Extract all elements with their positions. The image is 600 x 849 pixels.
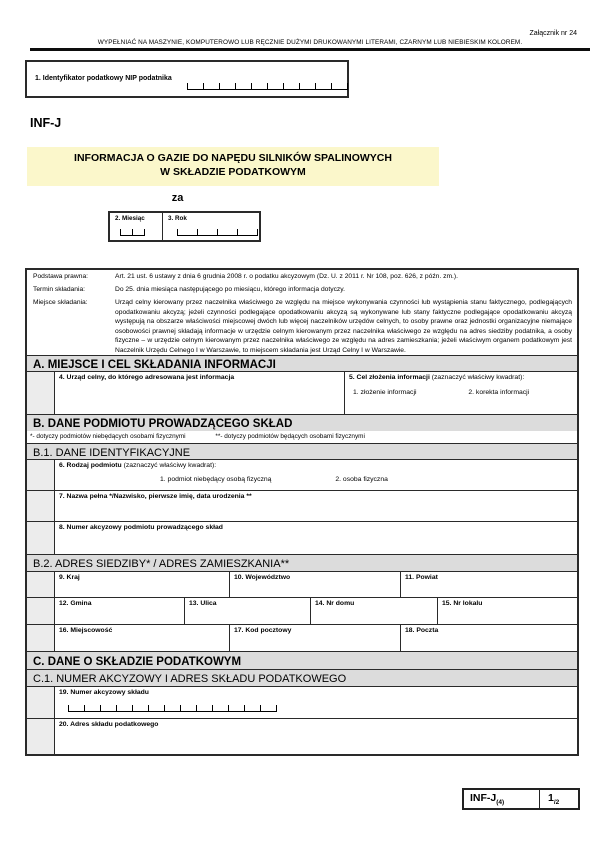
nip-comb-input[interactable]	[187, 83, 348, 90]
field-15-label: 15. Nr lokalu	[442, 600, 483, 607]
field-14-house-number[interactable]	[311, 598, 438, 624]
footer-page-total: /2	[553, 799, 560, 807]
field-16-label: 16. Miejscowość	[59, 627, 113, 634]
field-10-voivodeship[interactable]	[230, 572, 401, 597]
footer-form-code	[464, 790, 540, 808]
month-field[interactable]	[110, 213, 163, 240]
field-10-label: 10. Województwo	[234, 574, 291, 581]
period-box	[108, 211, 261, 242]
year-comb-input[interactable]	[177, 229, 258, 236]
field-17-label: 17. Kod pocztowy	[234, 627, 292, 634]
field-7-label: 7. Nazwa pełna */Nazwisko, pierwsze imię, data urodzenia **	[59, 493, 252, 500]
section-c1-header: C.1. NUMER AKCYZOWY I ADRES SKŁADU PODATKOWEGO	[27, 669, 577, 686]
field-8-label: 8. Numer akcyzowy podmiotu prowadzącego skład	[59, 524, 223, 531]
field-4-label: 4. Urząd celny, do którego adresowana jest informacja	[59, 374, 235, 381]
field-9-country[interactable]	[55, 572, 230, 597]
field-5-label: 5. Cel złożenia informacji	[349, 374, 432, 381]
legal-basis-text: Art. 21 ust. 6 ustawy z dnia 6 grudnia 2008 r. o podatku akcyzowym (Dz. U. z 2011 r. Nr 108, poz. 626, z późn. zm.).	[115, 273, 458, 280]
field-4-customs-office[interactable]	[55, 372, 345, 414]
field-20-label: 20. Adres składu podatkowego	[59, 721, 159, 728]
form-title	[27, 147, 439, 186]
row-spacer	[27, 460, 55, 490]
field-8-excise-number[interactable]	[55, 522, 577, 554]
footnote-2: **- dotyczy podmiotów będących osobami fizycznymi	[215, 433, 365, 440]
field-20-warehouse-address[interactable]	[55, 719, 577, 754]
form-body	[25, 268, 579, 756]
year-field[interactable]	[163, 213, 259, 240]
field-19-warehouse-excise-number[interactable]	[55, 687, 577, 718]
field-5-hint: (zaznaczyć właściwy kwadrat):	[431, 374, 525, 381]
page-footer	[462, 788, 580, 810]
form-title-line2: W SKŁADZIE PODATKOWYM	[160, 165, 306, 178]
field-12-label: 12. Gmina	[59, 600, 92, 607]
section-b1-header: B.1. DANE IDENTYFIKACYJNE	[27, 443, 577, 459]
field-11-county[interactable]	[401, 572, 577, 597]
field-6-hint: (zaznaczyć właściwy kwadrat):	[123, 462, 217, 469]
section-b-header: B. DANE PODMIOTU PROWADZĄCEGO SKŁAD	[27, 414, 577, 431]
option-filing[interactable]: 1. złożenie informacji	[353, 389, 417, 397]
field-18-post-office[interactable]	[401, 625, 577, 651]
field-6-label: 6. Rodzaj podmiotu	[59, 462, 124, 469]
legal-basis-label: Podstawa prawna:	[33, 273, 89, 280]
filing-place-text: Urząd celny kierowany przez naczelnika właściwego ze względu na miejsce wykonywania czynności lub wystąpienia stanu faktycznego, podlegających opodatkowaniu akcyzą; jeżeli czynności podlegające opodatkowaniu akcyzą są wykonywane lub stany faktyczne podlegające opodatkowaniu akcyzą występują na obszarze właściwości miejscowej dwóch lub więcej naczelników urzędów celnych, to osoby prawne oraz jednostki organizacyjne niemające osobowości prawnej składają informacje w urzędzie celnym kierowanym przez naczelnika właściwego ze względu na adres siedziby podatnika, a osoby fizyczne – w urzędzie celnym kierowanym przez naczelnika właściwego ze względu na adres zamieszkania; jeżeli właściwym organem podatkowym jest Naczelnik Urzędu Celnego I w Warszawie, to miejscem składania jest Urząd Celny I w Warszawie.	[115, 299, 572, 354]
option-non-individual[interactable]: 1. podmiot niebędący osobą fizyczną	[160, 476, 272, 484]
year-field-label: 3. Rok	[168, 215, 187, 222]
footer-code-text: INF-J	[470, 792, 497, 804]
field-18-label: 18. Poczta	[405, 627, 439, 634]
deadline-text: Do 25. dnia miesiąca następującego po miesiącu, którego informacja dotyczy.	[115, 286, 345, 293]
row-spacer	[27, 625, 55, 651]
section-a-header: A. MIEJSCE I CEL SKŁADANIA INFORMACJI	[27, 355, 577, 371]
footer-page-number	[540, 790, 578, 808]
field-19-label: 19. Numer akcyzowy składu	[59, 689, 149, 696]
option-individual[interactable]: 2. osoba fizyczna	[335, 476, 388, 484]
field-13-label: 13. Ulica	[189, 600, 217, 607]
field-11-label: 11. Powiat	[405, 574, 438, 581]
deadline-label: Termin składania:	[33, 286, 86, 293]
field-15-flat-number[interactable]	[438, 598, 577, 624]
field-17-postal-code[interactable]	[230, 625, 401, 651]
legal-info-block	[27, 270, 577, 355]
field-9-label: 9. Kraj	[59, 574, 80, 581]
month-comb-input[interactable]	[120, 229, 145, 236]
warehouse-excise-comb-input[interactable]	[68, 705, 577, 712]
field-5-purpose	[345, 372, 577, 414]
field-6-entity-type	[55, 460, 577, 490]
row-spacer	[27, 372, 55, 414]
section-b2-header: B.2. ADRES SIEDZIBY* / ADRES ZAMIESZKANIA**	[27, 554, 577, 571]
field-16-city[interactable]	[55, 625, 230, 651]
row-spacer	[27, 491, 55, 521]
attachment-number: Załącznik nr 24	[529, 30, 577, 37]
option-correction[interactable]: 2. korekta informacji	[468, 389, 530, 397]
row-spacer	[27, 522, 55, 554]
field-12-commune[interactable]	[55, 598, 185, 624]
section-c-header: C. DANE O SKŁADZIE PODATKOWYM	[27, 651, 577, 669]
footnote-1: *- dotyczy podmiotów niebędących osobami fizycznymi	[30, 433, 186, 440]
field-7-full-name[interactable]	[55, 491, 577, 521]
field-13-street[interactable]	[185, 598, 311, 624]
form-code: INF-J	[30, 116, 62, 130]
row-spacer	[27, 719, 55, 754]
field-14-label: 14. Nr domu	[315, 600, 355, 607]
row-spacer	[27, 572, 55, 597]
form-title-line1: INFORMACJA O GAZIE DO NAPĘDU SILNIKÓW SPALINOWYCH	[74, 152, 392, 164]
filing-place-label: Miejsce składania:	[33, 299, 88, 306]
footer-page-current: 1	[548, 792, 554, 804]
nip-field-box[interactable]	[25, 60, 349, 98]
period-prefix: za	[171, 192, 184, 204]
section-b-footnotes	[27, 431, 577, 443]
footer-version: (4)	[496, 799, 505, 807]
row-spacer	[27, 687, 55, 718]
nip-field-label: 1. Identyfikator podatkowy NIP podatnika	[35, 75, 172, 82]
month-field-label: 2. Miesiąc	[115, 215, 145, 222]
fill-instruction: WYPEŁNIAĆ NA MASZYNIE, KOMPUTEROWO LUB RĘCZNIE DUŻYMI DRUKOWANYMI LITERAMI, CZARNYM LUB NIEBIESKIM KOLOREM.	[30, 39, 590, 51]
row-spacer	[27, 598, 55, 624]
